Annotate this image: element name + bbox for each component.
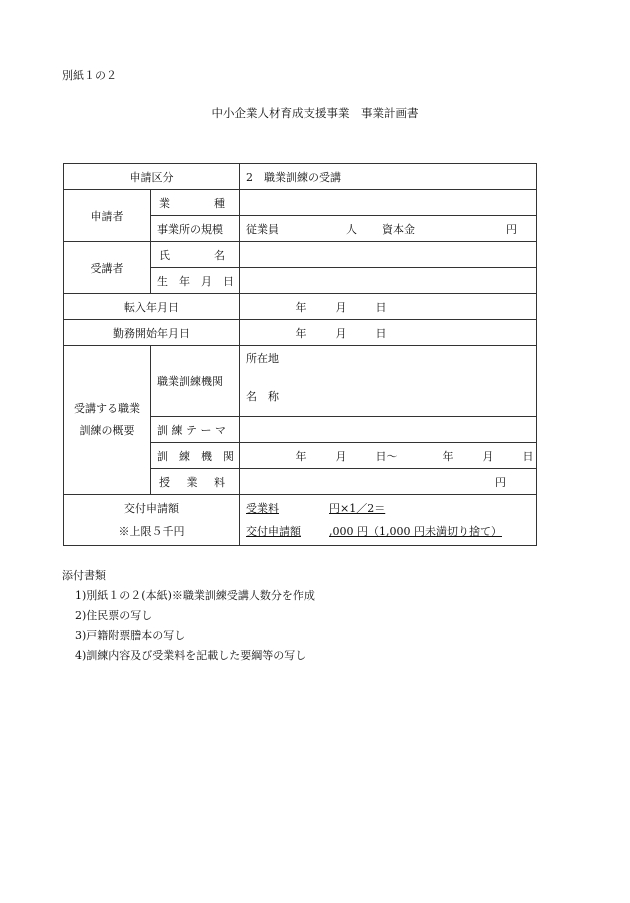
row-grant-amount bbox=[64, 495, 537, 546]
persons-unit: 人 bbox=[346, 222, 357, 236]
tuition-label-c: 料 bbox=[214, 475, 225, 489]
period-end-month: 月 bbox=[482, 449, 494, 463]
location-label: 所在地 bbox=[246, 352, 279, 365]
employees-label: 従業員 bbox=[246, 222, 279, 236]
employment-start-label: 勤務開始年月日 bbox=[64, 320, 240, 346]
period-end-day: 日 bbox=[522, 449, 534, 463]
tuition-label bbox=[151, 469, 240, 495]
formula-line-1 bbox=[246, 497, 530, 520]
row-transfer-date bbox=[64, 294, 537, 320]
transfer-month: 月 bbox=[335, 300, 347, 314]
tuition-field[interactable] bbox=[240, 469, 537, 495]
application-category-value[interactable]: 2 職業訓練の受講 bbox=[240, 164, 537, 190]
tuition-yen-unit: 円 bbox=[495, 475, 506, 489]
birthdate-field[interactable] bbox=[240, 268, 537, 294]
formula-rounding: ,000 円（1,000 円未満切り捨て） bbox=[329, 525, 502, 538]
period-start-year: 年 bbox=[295, 449, 307, 463]
employment-year: 年 bbox=[295, 326, 307, 340]
attachment-item: 2)住民票の写し bbox=[75, 609, 153, 622]
row-name bbox=[64, 242, 537, 268]
period-field[interactable] bbox=[240, 443, 537, 469]
transfer-date-field[interactable] bbox=[240, 294, 537, 320]
industry-label-a: 業 bbox=[159, 196, 170, 210]
document-title: 中小企業人材育成支援事業 事業計画書 bbox=[211, 106, 419, 120]
course-overview-label: 受講する職業訓練の概要 bbox=[64, 346, 151, 495]
capital-label: 資本金 bbox=[382, 222, 415, 236]
attachment-item: 3)戸籍附票謄本の写し bbox=[75, 629, 186, 642]
attachments-section bbox=[62, 566, 315, 666]
attachment-item: 1)別紙１の２(本紙)※職業訓練受講人数分を作成 bbox=[75, 589, 315, 602]
name-label-a: 氏 bbox=[159, 248, 170, 262]
theme-field[interactable] bbox=[240, 417, 537, 443]
transfer-day: 日 bbox=[375, 300, 387, 314]
grant-amount-label: 交付申請額 bbox=[124, 502, 179, 515]
grant-limit-label: ※上限５千円 bbox=[118, 525, 185, 538]
institution-name-label: 名 称 bbox=[246, 390, 279, 403]
institution-label: 職業訓練機関 bbox=[151, 346, 240, 417]
period-label: 訓 練 機 関 bbox=[151, 443, 240, 469]
application-category-label: 申請区分 bbox=[64, 164, 240, 190]
employment-month: 月 bbox=[335, 326, 347, 340]
document-id: 別紙１の２ bbox=[62, 69, 117, 82]
tuition-label-b: 業 bbox=[186, 475, 198, 489]
formula-line-2 bbox=[246, 520, 530, 543]
row-employment-start bbox=[64, 320, 537, 346]
theme-label: 訓 練 テ ー マ bbox=[151, 417, 240, 443]
attachments-heading: 添付書類 bbox=[62, 569, 106, 582]
tuition-label-a: 授 bbox=[159, 475, 170, 489]
period-start-month: 月 bbox=[335, 449, 347, 463]
applicant-label: 申請者 bbox=[64, 190, 151, 242]
grant-amount-label-cell bbox=[64, 495, 240, 546]
row-institution bbox=[64, 346, 537, 417]
employment-day: 日 bbox=[375, 326, 387, 340]
employment-start-field[interactable] bbox=[240, 320, 537, 346]
transfer-year: 年 bbox=[295, 300, 307, 314]
industry-label bbox=[151, 190, 240, 216]
period-start-day: 日～ bbox=[375, 449, 398, 463]
row-industry bbox=[64, 190, 537, 216]
name-field[interactable] bbox=[240, 242, 537, 268]
capital-yen-unit: 円 bbox=[506, 222, 517, 236]
row-application-category bbox=[64, 164, 537, 190]
business-scale-label: 事業所の規模 bbox=[151, 216, 240, 242]
industry-label-b: 種 bbox=[214, 196, 225, 210]
trainee-label: 受講者 bbox=[64, 242, 151, 294]
business-scale-field[interactable] bbox=[240, 216, 537, 242]
industry-field[interactable] bbox=[240, 190, 537, 216]
institution-field[interactable] bbox=[240, 346, 537, 417]
name-label bbox=[151, 242, 240, 268]
business-plan-form bbox=[63, 163, 537, 546]
formula-tuition: 受業料 bbox=[246, 502, 279, 515]
formula-grant: 交付申請額 bbox=[246, 525, 301, 538]
attachment-item: 4)訓練内容及び受業料を記載した要綱等の写し bbox=[75, 649, 307, 662]
transfer-date-label: 転入年月日 bbox=[64, 294, 240, 320]
name-label-b: 名 bbox=[214, 248, 225, 262]
birthdate-label: 生 年 月 日 bbox=[151, 268, 240, 294]
period-end-year: 年 bbox=[442, 449, 454, 463]
formula-yen-half: 円×1／2＝ bbox=[329, 502, 386, 515]
grant-formula-cell[interactable] bbox=[240, 495, 537, 546]
